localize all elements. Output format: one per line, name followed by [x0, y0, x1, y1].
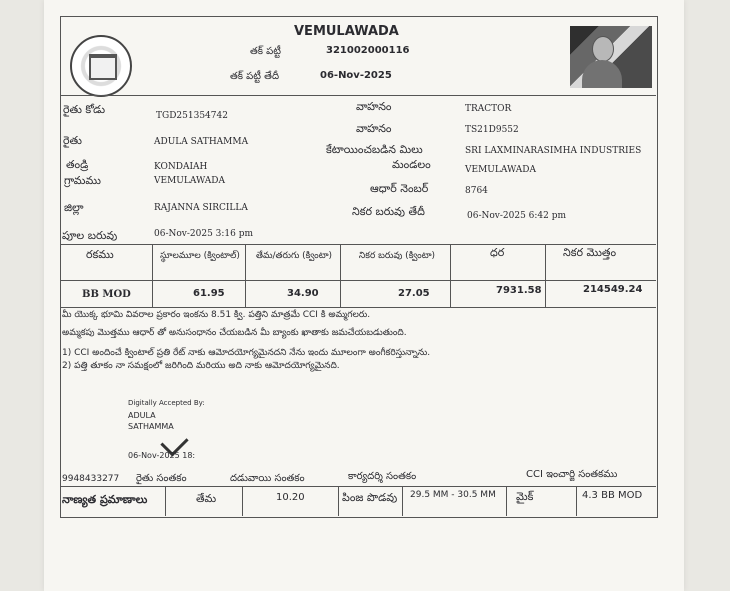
aadhar-value: 8764 [465, 186, 488, 196]
district-label: జిల్లా [64, 201, 84, 214]
vehicle-no-label: వాహనం [356, 122, 392, 135]
bill-no-value: 321002000116 [326, 45, 410, 56]
table-top-line [60, 244, 656, 245]
accepted-datetime: 06-Nov-2025 18: [128, 451, 196, 460]
table-header-net-amount: నికర మొత్తం [563, 246, 617, 259]
mandal-value: VEMULAWADA [465, 165, 536, 175]
moisture-label: తేమ [196, 492, 217, 505]
table-bottom-line [60, 307, 656, 308]
table-header-line [60, 280, 656, 281]
farmer-code-label: రైతు కోడు [63, 103, 106, 116]
farmer-photo [570, 26, 652, 88]
bill-date-value: 06-Nov-2025 [320, 70, 392, 81]
table-cell-rate: 7931.58 [496, 285, 542, 296]
government-seal-logo [70, 35, 132, 97]
accepted-name-line2: SATHAMMA [128, 422, 174, 431]
net-weight-date-label: నికర బరువు తేదీ [352, 205, 425, 218]
table-col-divider-5 [545, 244, 546, 307]
table-header-moisture-deduction: తేమ/తరుగు (క్వింటా) [255, 251, 333, 261]
receipt-frame [60, 16, 658, 518]
accepted-by-label: Digitally Accepted By: [128, 399, 205, 407]
table-cell-moisture-deduction: 34.90 [287, 288, 319, 299]
table-cell-net-amount: 214549.24 [583, 284, 643, 295]
allotted-mill-label: కేటాయించబడిన మిలు [326, 143, 423, 156]
table-col-divider-4 [450, 244, 451, 307]
father-label: తండ్రి [66, 158, 89, 171]
note-line-1: మీ యొక్క భూమి వివరాల ప్రకారం ఇంకను 8.51 క్వి. పత్తిని మాత్రమే CCI కి అమ్మగలరు. [62, 310, 371, 320]
quality-label: నాణ్యత ప్రమాణాలు [62, 493, 148, 506]
secretary-signature-label: కార్యదర్శి సంతకం [348, 471, 417, 482]
cci-signature-label: CCI ఇంచార్జి సంతకము [526, 469, 618, 480]
quality-col-divider-2 [242, 486, 243, 516]
vehicle-type-label: వాహనం [356, 100, 392, 113]
table-cell-gross: 61.95 [193, 288, 225, 299]
staple-length-label: పింజ పొడవు [342, 491, 398, 504]
bottom-divider [60, 486, 656, 487]
quality-col-divider-6 [576, 486, 577, 516]
gross-weight-label: పూల బరువు [62, 229, 118, 242]
village-value: VEMULAWADA [154, 176, 225, 186]
accepted-name-line1: ADULA [128, 411, 156, 420]
bill-no-label: తక్ పట్టీ [250, 46, 282, 57]
vehicle-type-value: TRACTOR [465, 104, 512, 114]
header-title: VEMULAWADA [294, 24, 399, 39]
father-value: KONDAIAH [154, 162, 208, 172]
table-header-rate: ధర [490, 246, 505, 259]
bill-date-label: తక్ పట్టీ తేదీ [230, 71, 280, 82]
broker-signature-label: దడువాయి సంతకం [230, 473, 305, 484]
note-line-2: అమ్మకపు మొత్తము ఆధార్ తో అనుసంధానం చేయబడిన మీ బ్యాంకు ఖాతాకు జమచేయబడుతుంది. [62, 328, 407, 338]
allotted-mill-value: SRI LAXMINARASIMHA INDUSTRIES [465, 146, 642, 156]
table-col-divider-2 [245, 244, 246, 307]
note-line-4: 2) పత్తి తూకం నా సమక్షంలో జరిగింది మరియు అది నాకు ఆమోదయోగ్యమైనది. [62, 361, 340, 371]
aadhar-label: ఆధార్ నెంబర్ [370, 182, 429, 195]
farmer-name-label: రైతు [63, 134, 82, 147]
gross-weight-datetime: 06-Nov-2025 3:16 pm [154, 229, 254, 239]
vehicle-no-value: TS21D9552 [465, 125, 519, 135]
village-label: గ్రామము [64, 174, 101, 187]
table-header-variety: రకము [86, 248, 114, 261]
moisture-value: 10.20 [276, 492, 305, 503]
header-divider [60, 95, 656, 96]
farmer-name-value: ADULA SATHAMMA [154, 137, 249, 147]
district-value: RAJANNA SIRCILLA [154, 203, 248, 213]
quality-col-divider-4 [402, 486, 403, 516]
net-weight-datetime: 06-Nov-2025 6:42 pm [467, 211, 567, 221]
table-col-divider-3 [340, 244, 341, 307]
table-header-gross: స్థూలమూల (క్వింటాల్) [160, 251, 240, 261]
note-line-3: 1) CCI అందించే క్వింటాల్ ప్రతి రేట్ నాకు ఆమోదయోగ్యమైనదని నేను ఇందు మూలంగా అంగీకరిస్తున్నాను. [62, 348, 431, 358]
farmer-code-value: TGD251354742 [156, 111, 228, 121]
table-header-net-weight: నికర బరువు (క్వింటా) [358, 251, 436, 261]
micronaire-value: 4.3 BB MOD [582, 490, 643, 501]
staple-length-value: 29.5 MM - 30.5 MM [410, 490, 496, 500]
mandal-label: మండలం [392, 158, 431, 171]
table-cell-variety: BB MOD [82, 289, 131, 300]
micronaire-label: మైక్ [516, 490, 534, 503]
phone-number: 9948433277 [62, 474, 120, 484]
table-cell-net-weight: 27.05 [398, 288, 430, 299]
table-col-divider-1 [152, 244, 153, 307]
farmer-signature-label: రైతు సంతకం [136, 473, 187, 484]
quality-col-divider-3 [338, 486, 339, 516]
quality-col-divider-5 [506, 486, 507, 516]
quality-col-divider-1 [165, 486, 166, 516]
